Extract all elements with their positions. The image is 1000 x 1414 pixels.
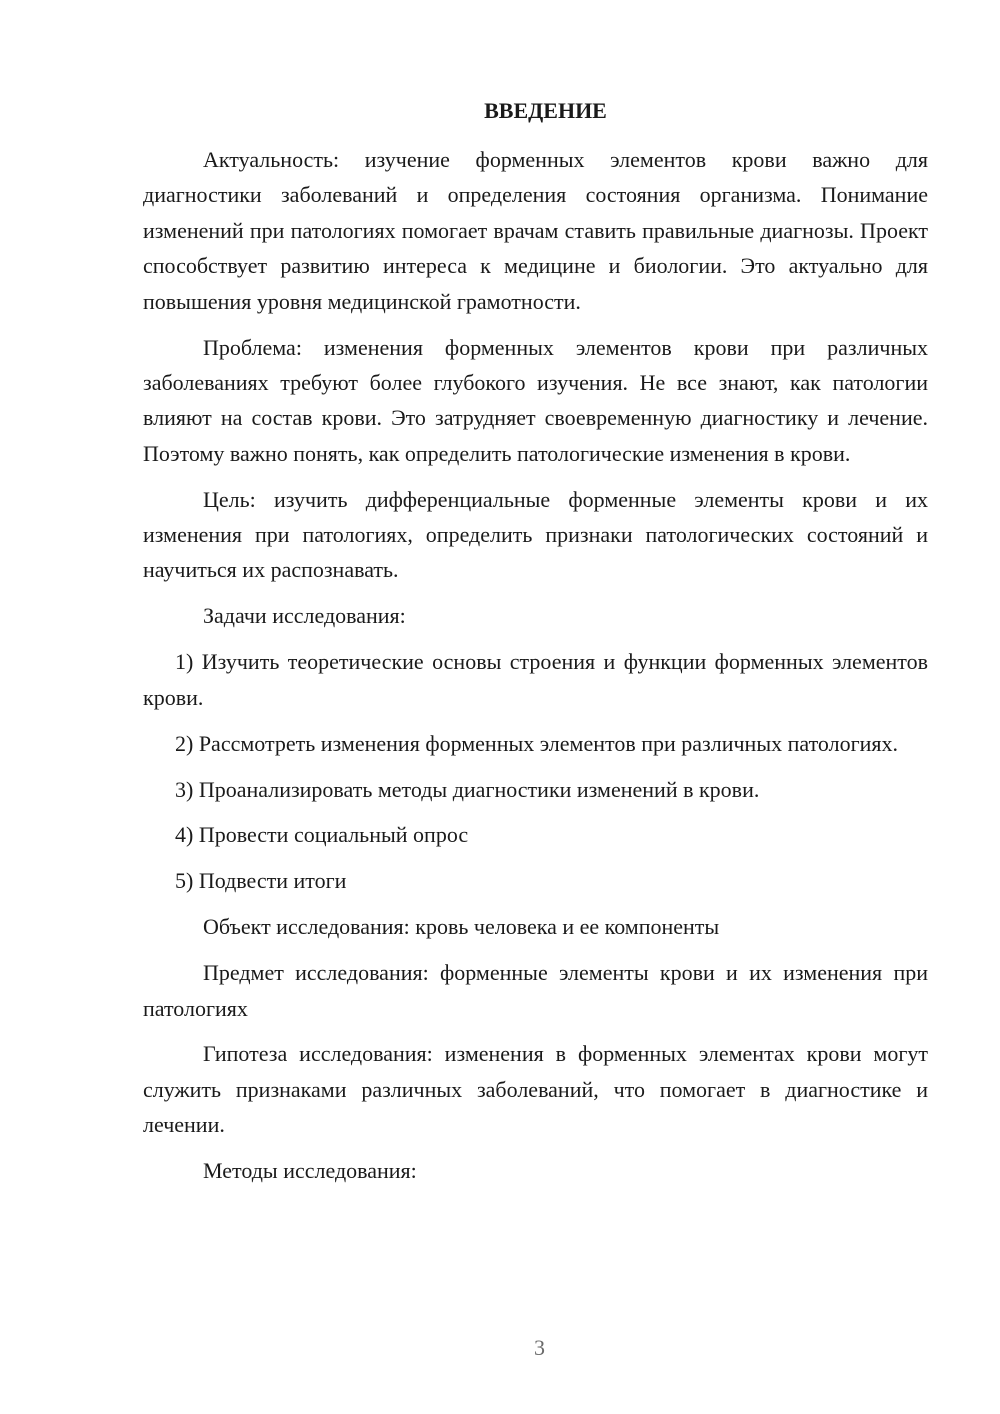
document-page [143,0,928,1414]
page-number: 3 [534,1335,545,1360]
paragraph-hypothesis: Гипотеза исследования: изменения в форменных элементах крови могут служить признаками различных заболеваний, что помогает в диагностике и лечении. [143,1041,928,1138]
list-item-task-5: 5) Подвести итоги [175,868,347,894]
document-body [143,142,928,1189]
paragraph-subject: Предмет исследования: форменные элементы крови и их изменения при патологиях [143,960,928,1021]
paragraph-goal: Цель: изучить дифференциальные форменные элементы крови и их изменения при патологиях, определить признаки патологических состояний и научиться их распознавать. [143,486,928,583]
paragraph-object: Объект исследования: кровь человека и ее компоненты [203,914,720,940]
list-item-task-4: 4) Провести социальный опрос [175,822,469,848]
list-item-task-3: 3) Проанализировать методы диагностики изменений в крови. [175,776,760,802]
paragraph-methods: Методы исследования: [203,1158,417,1184]
paragraph-problem: Проблема: изменения форменных элементов крови при различных заболеваниях требуют более глубокого изучения. Не все знают, как патологии влияют на состав крови. Это затрудняет своевременную диагностику и лечение. Поэтому важно понять, как определить патологические изменения в крови. [143,334,928,466]
paragraph-tasks-heading: Задачи исследования: [203,603,406,629]
list-item-task-1: 1) Изучить теоретические основы строения и функции форменных элементов крови. [143,649,928,710]
section-title: ВВЕДЕНИЕ [484,98,607,123]
paragraph-relevance: Актуальность: изучение форменных элементов крови важно для диагностики заболеваний и определения состояния организма. Понимание изменений при патологиях помогает врачам ставить правильные диагнозы. Проект способствует развитию интереса к медицине и биологии. Это актуально для повышения уровня медицинской грамотности. [143,147,928,314]
list-item-task-2: 2) Рассмотреть изменения форменных элементов при различных патологиях. [175,730,898,756]
